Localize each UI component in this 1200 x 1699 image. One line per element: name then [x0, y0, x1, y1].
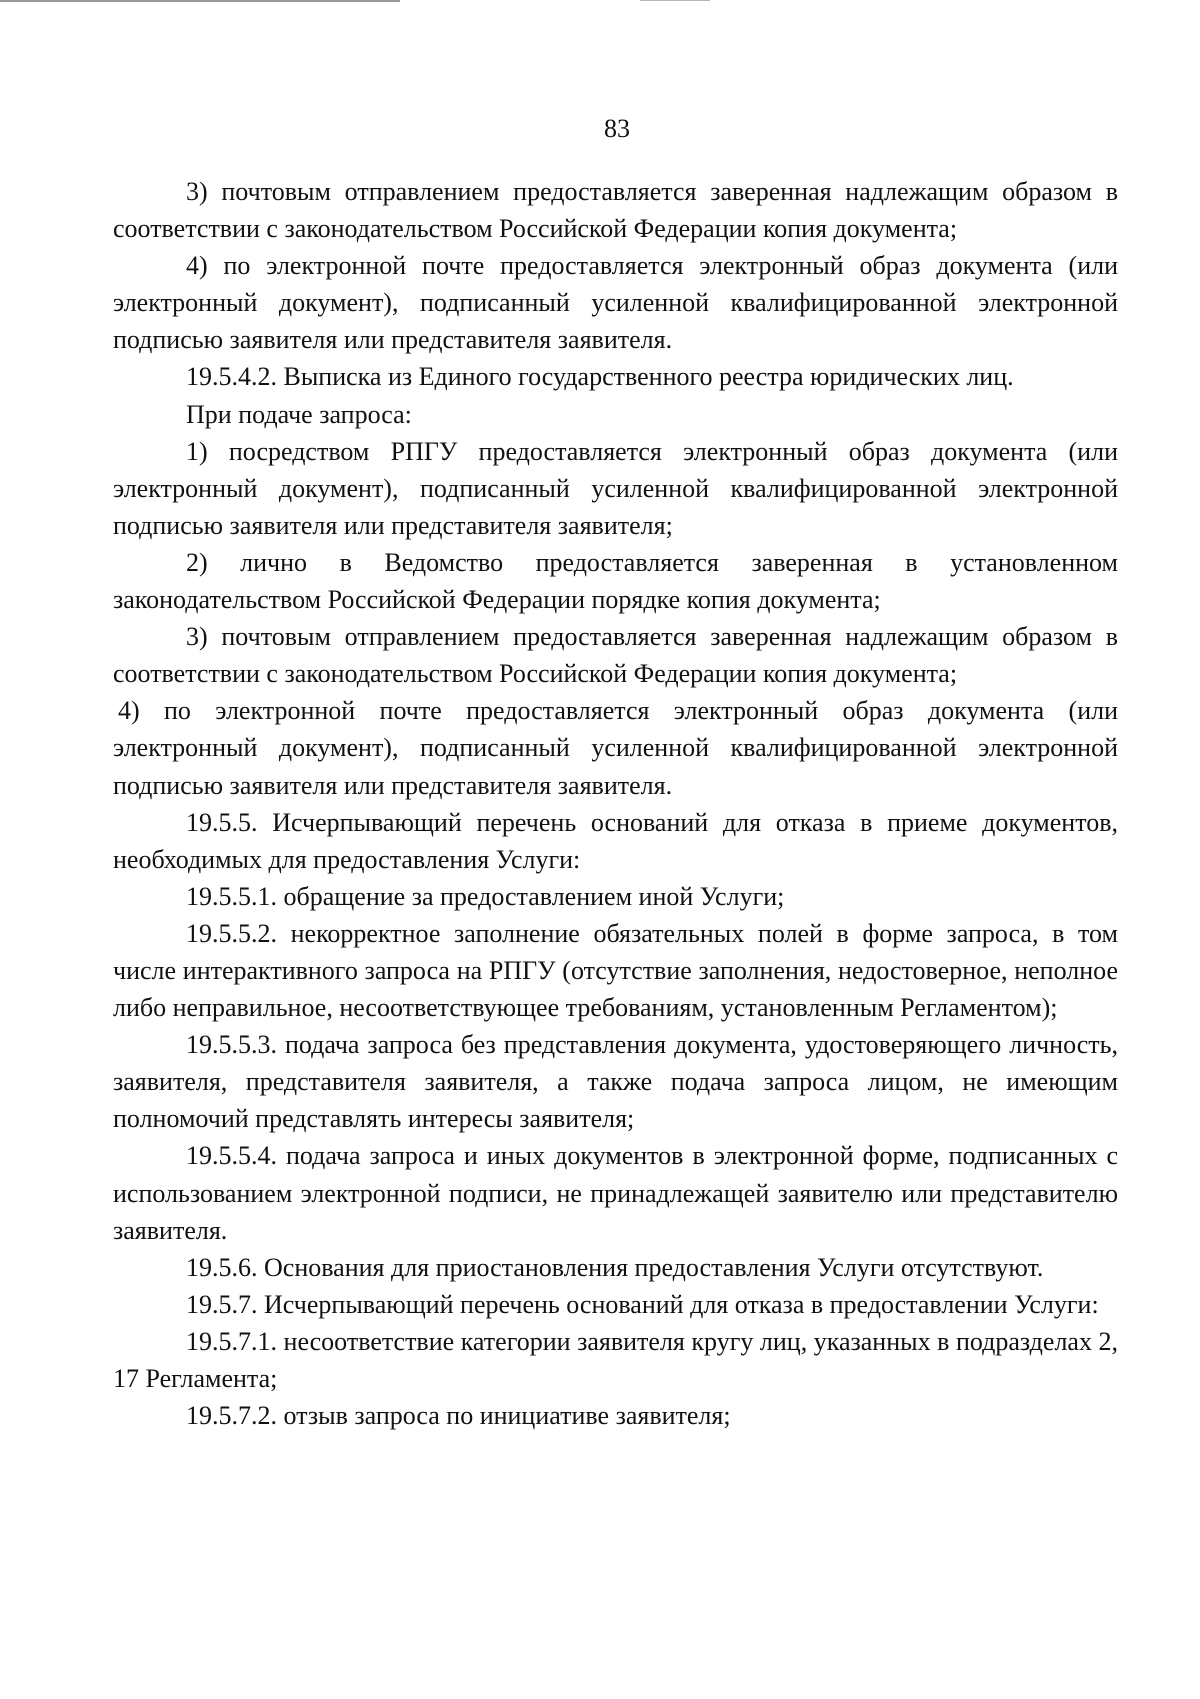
paragraph: 19.5.4.2. Выписка из Единого государственного реестра юридических лиц.: [186, 362, 1014, 392]
paragraph: 19.5.5.1. обращение за предоставлением иной Услуги;: [186, 881, 785, 911]
document-body: [113, 173, 1118, 1434]
paragraph: 19.5.7.1. несоответствие категории заявителя кругу лиц, указанных в подразделах 2, 17 Регламента;: [113, 1326, 1118, 1393]
scan-top-edge: [0, 0, 400, 2]
paragraph: 4) по электронной почте предоставляется электронный образ документа (или электронный документ), подписанный усиленной квалифицированной электронной подписью заявителя или представителя заявителя.: [113, 696, 1118, 800]
paragraph: 19.5.6. Основания для приостановления предоставления Услуги отсутствуют.: [186, 1252, 1044, 1282]
paragraph: 19.5.5. Исчерпывающий перечень оснований для отказа в приеме документов, необходимых для предоставления Услуги:: [113, 807, 1118, 874]
paragraph: 19.5.7.2. отзыв запроса по инициативе заявителя;: [186, 1401, 731, 1431]
paragraph: 2) лично в Ведомство предоставляется заверенная в установленном законодательством Российской Федерации порядке копия документа;: [113, 547, 1118, 615]
paragraph: 19.5.5.2. некорректное заполнение обязательных полей в форме запроса, в том числе интерактивного запроса на РПГУ (отсутствие заполнения, недостоверное, неполное либо неправильное, несоответствующее требованиям, установленным Регламентом);: [113, 918, 1118, 1023]
scan-top-edge-mark: [640, 0, 710, 1]
paragraph: При подаче запроса:: [186, 399, 412, 429]
paragraph: 1) посредством РПГУ предоставляется электронный образ документа (или электронный документ), подписанный усиленной квалифицированной электронной подписью заявителя или представителя заявителя;: [113, 436, 1118, 540]
paragraph: 19.5.7. Исчерпывающий перечень оснований для отказа в предоставлении Услуги:: [186, 1289, 1099, 1319]
paragraph: 19.5.5.3. подача запроса без представления документа, удостоверяющего личность, заявителя, представителя заявителя, а также подача запроса лицом, не имеющим полномочий представлять интересы заявителя;: [113, 1030, 1118, 1134]
paragraph: 3) почтовым отправлением предоставляется заверенная надлежащим образом в соответствии с законодательством Российской Федерации копия документа;: [113, 177, 1118, 244]
paragraph: 3) почтовым отправлением предоставляется заверенная надлежащим образом в соответствии с законодательством Российской Федерации копия документа;: [113, 622, 1118, 689]
paragraph: 4) по электронной почте предоставляется электронный образ документа (или электронный документ), подписанный усиленной квалифицированной электронной подписью заявителя или представителя заявителя.: [113, 251, 1118, 355]
paragraph: 19.5.5.4. подача запроса и иных документов в электронной форме, подписанных с использованием электронной подписи, не принадлежащей заявителю или представителю заявителя.: [113, 1141, 1118, 1245]
page-number: 83: [604, 114, 630, 143]
